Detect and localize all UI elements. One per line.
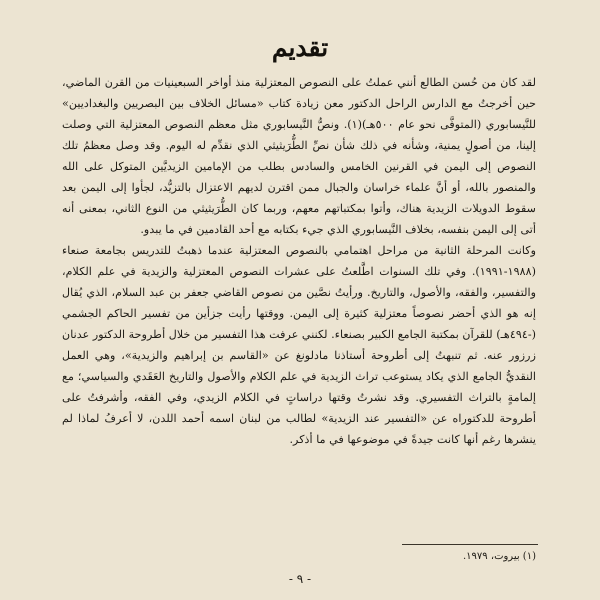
- footnote-divider: [402, 544, 538, 545]
- paragraph-1: لقد كان من حُسن الطالع أنني عملتُ على النصوص المعتزلية منذ أواخر السبعينيات من القرن الماضي، حين أخرجتُ مع الدارس الراحل الدكتور معن زيادة كتاب «مسائل الخلاف بين البصريين والبغداديين» للنَّيسابوري (المتوفَّى نحو عام ٥٠٠هـ)(١). ونصُّ النَّيسابوري مثل معظم النصوص المعتزلية التي وصلت إلينا، من أصولٍ يمنية، وشأنه في ذلك شأن نصِّ الطُّرَيثيثي الذي نقدِّم له اليوم. وقد وصل معظمُ تلك النصوص إلى اليمن في القرنين الخامس والسادس بطلب من الإمامين الزيديَّين المتوكل على الله والمنصور بالله، أو أنَّ علماء خراسان والجبال ممن اقترن لديهم الاعتزال بالتزيُّد، لجأوا إلى اليمن بعد سقوط الدويلات الزيدية هناك، وأتوا بمكتباتهم معهم، وربما كان الطُّرَيثيثي من النوع الثاني، بمعنى أنه أتى إلى اليمن بنفسه، بخلاف النَّيسابوري الذي جيء بكتابه مع أحد القادمين في ما يبدو.: [62, 76, 536, 236]
- body-text: [62, 72, 536, 450]
- page-title: تقديم: [271, 33, 329, 62]
- paragraph-2: وكانت المرحلة الثانية من مراحل اهتمامي بالنصوص المعتزلية عندما ذهبتُ للتدريس بجامعة صنعاء (١٩٨٨-١٩٩١). وفي تلك السنوات اطَّلعتُ على عشرات النصوص المعتزلية والزيدية في علم الكلام، والتفسير، والفقه، والأصول، والتاريخ. ورأيتُ نصَّين من نصوص القاضي جعفر بن عبد السلام، الذي يُقال إنه هو الذي أحضر نصوصاً معتزلية كثيرة إلى اليمن. ووقتها رأيت جزأين من تفسير الحاكم الجشمي (-٤٩٤هـ) للقرآن بمكتبة الجامع الكبير بصنعاء. لكنني عرفت هذا التفسير من خلال أطروحة الدكتور عدنان زرزور عنه. ثم تنبهتُ إلى أطروحة أستاذنا مادلونغ عن «القاسم بن إبراهيم والزيدية»، وهي العمل النقديُّ الجامع الذي يكاد يستوعب تراث الزيدية في علم الكلام والأصول والتاريخ العَقَدي والسياسي؛ مع إلمامةٍ بالتراث التفسيري. وقد نشرتُ وقتها دراساتٍ في الكلام الزيدي، وفي الفقه، وأشرفتُ على أطروحة للدكتوراه عن «التفسير عند الزيدية» لطالب من لبنان اسمه أحمد اللدن، لا أعرفُ لماذا لم ينشرها رغم أنها كانت جيدةً في موضوعها في ما أذكر.: [62, 244, 536, 446]
- footnote: (١) بيروت، ١٩٧٩.: [462, 551, 536, 562]
- page-number: - ٩ -: [288, 572, 312, 586]
